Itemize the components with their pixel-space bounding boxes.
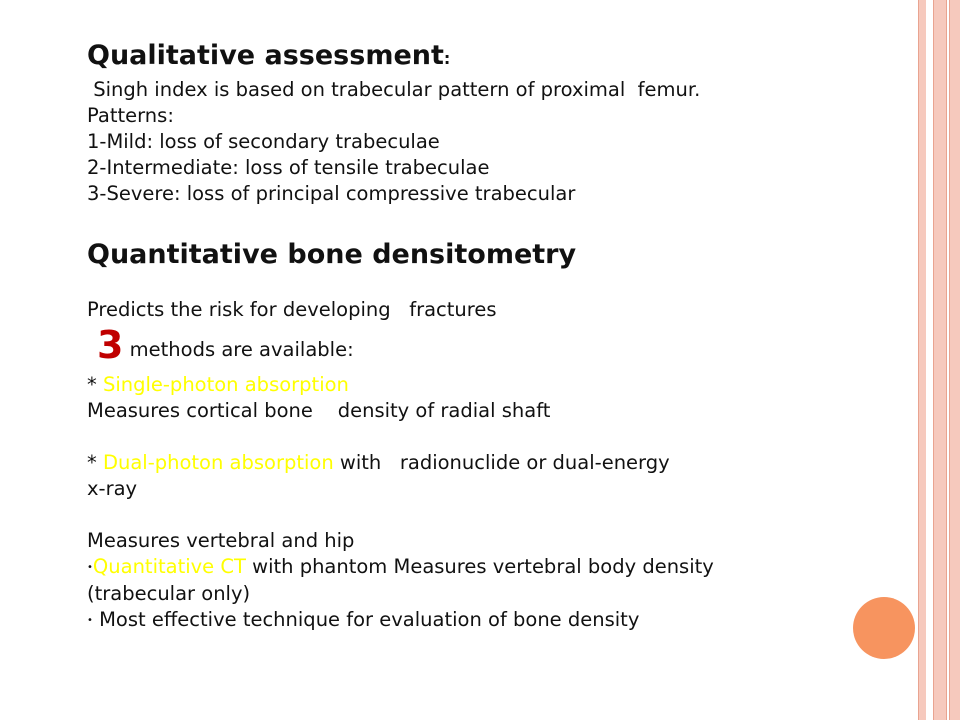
method-single-photon-desc: Measures cortical bone density of radial shaft (87, 399, 551, 422)
method-name: Dual-photon absorption (102, 451, 334, 474)
slide-content (87, 38, 867, 634)
pattern-mild: 1-Mild: loss of secondary trabeculae (87, 130, 440, 153)
pattern-severe: 3-Severe: loss of principal compressive trabecular (87, 182, 576, 205)
method-dual-photon-desc: Measures vertebral and hip (87, 529, 355, 552)
method-name: Single-photon absorption (102, 373, 349, 396)
final-bullet-line (87, 607, 867, 634)
spacer (87, 424, 867, 450)
border-line (949, 0, 950, 720)
method-quantitative-ct: •Quantitative CT with phantom Measures vertebral body density (87, 555, 714, 578)
method-dual-photon-cont: x-ray (87, 477, 138, 500)
patterns-label: Patterns: (87, 104, 174, 127)
bullet-icon: • (87, 562, 93, 573)
method-name: Quantitative CT (92, 555, 246, 578)
predicts-text: Predicts the risk for developing fractures (87, 298, 497, 321)
methods-text: methods are available: (123, 338, 354, 361)
methods-number: 3 (97, 323, 124, 367)
border-stripe (918, 0, 926, 720)
border-line (933, 0, 934, 720)
spacer (87, 502, 867, 528)
pattern-intermediate: 2-Intermediate: loss of tensile trabeculae (87, 156, 490, 179)
border-line (946, 0, 947, 720)
method-single-photon: * Single-photon absorption (87, 373, 349, 396)
method-dual-photon: * Dual-photon absorption with radionuclide or dual-energy (87, 451, 670, 474)
spacer (87, 207, 867, 237)
methods-line (97, 323, 867, 372)
spacer (87, 273, 867, 297)
heading-colon: : (443, 49, 451, 68)
border-stripe (949, 0, 960, 720)
qualitative-heading: Qualitative assessment: (87, 40, 451, 71)
quantitative-heading: Quantitative bone densitometry (87, 239, 577, 270)
final-text: Most effective technique for evaluation of bone density (92, 608, 640, 631)
bullet-icon: • (87, 615, 93, 626)
border-stripe (934, 0, 946, 720)
method-quantitative-ct-cont: (trabecular only) (87, 582, 251, 605)
singh-index-text: Singh index is based on trabecular pattern of proximal femur. (87, 78, 701, 101)
border-line (918, 0, 919, 720)
